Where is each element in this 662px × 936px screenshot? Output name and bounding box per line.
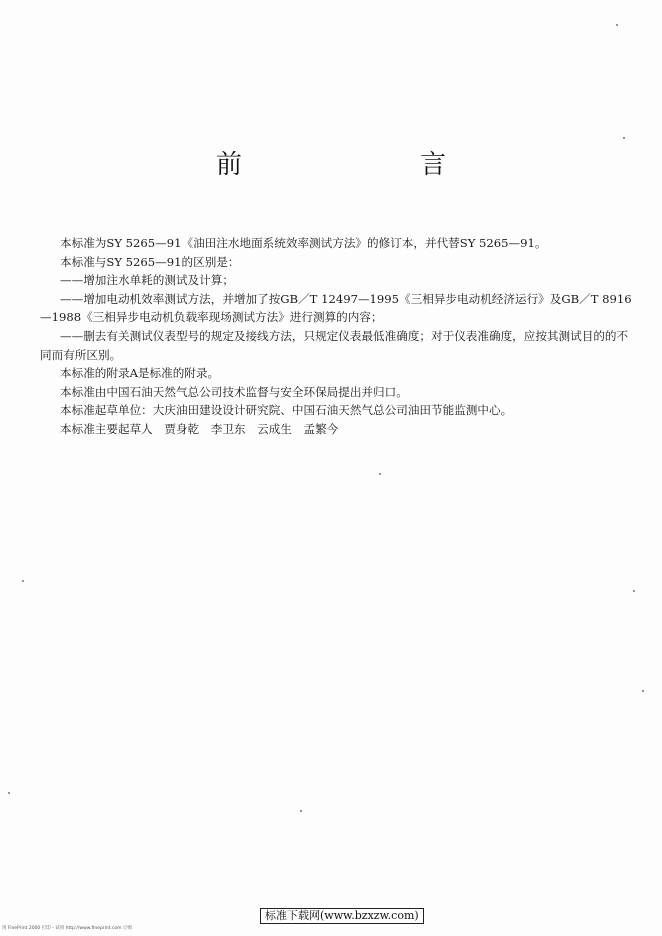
paragraph-appendix: 本标准的附录A是标准的附录。	[60, 366, 220, 381]
scan-speck	[642, 690, 644, 692]
paragraph-difference-3: ——删去有关测试仪表型号的规定及接线方法，只规定仪表最低准确度；对于仪表准确度，应按其测试目的的不同而有所区别。	[40, 328, 629, 362]
scan-speck	[623, 137, 625, 139]
print-corner-note: 用 FinePrint 2000 打印 - 试用 http://www.fineprint.com 订购	[2, 926, 132, 931]
paragraph-differences-intro: 本标准与SY 5265—91的区别是：	[60, 254, 240, 269]
paragraph-drafters: 本标准主要起草人 贾身乾 李卫东 云成生 孟繁今	[60, 421, 339, 436]
paragraph-proposer: 本标准由中国石油天然气总公司技术监督与安全环保局提出并归口。	[60, 384, 408, 399]
paragraph-revision-note: 本标准为SY 5265—91《油田注水地面系统效率测试方法》的修订本，并代替SY 5265—91。	[60, 236, 547, 250]
paragraph-drafting-units: 本标准起草单位：大庆油田建设设计研究院、中国石油天然气总公司油田节能监测中心。	[60, 403, 513, 418]
scan-speck	[22, 580, 24, 582]
paragraph-difference-1: ——增加注水单耗的测试及计算；	[60, 273, 234, 288]
scan-speck	[300, 810, 302, 812]
scan-speck	[8, 792, 10, 794]
paragraph-difference-2: ——增加电动机效率测试方法，并增加了按GB／T 12497—1995《三相异步电动机经济运行》及GB／T 8916—1988《三相异步电动机负载率现场测试方法》进行测算的内容；	[40, 291, 632, 325]
scan-speck	[379, 473, 381, 475]
footer-site-link[interactable]: 标准下载网(www.bzxzw.com)	[260, 908, 424, 924]
document-body	[40, 234, 634, 439]
scan-speck	[616, 24, 618, 26]
scan-speck	[633, 590, 635, 592]
document-title: 前 言	[215, 150, 522, 180]
